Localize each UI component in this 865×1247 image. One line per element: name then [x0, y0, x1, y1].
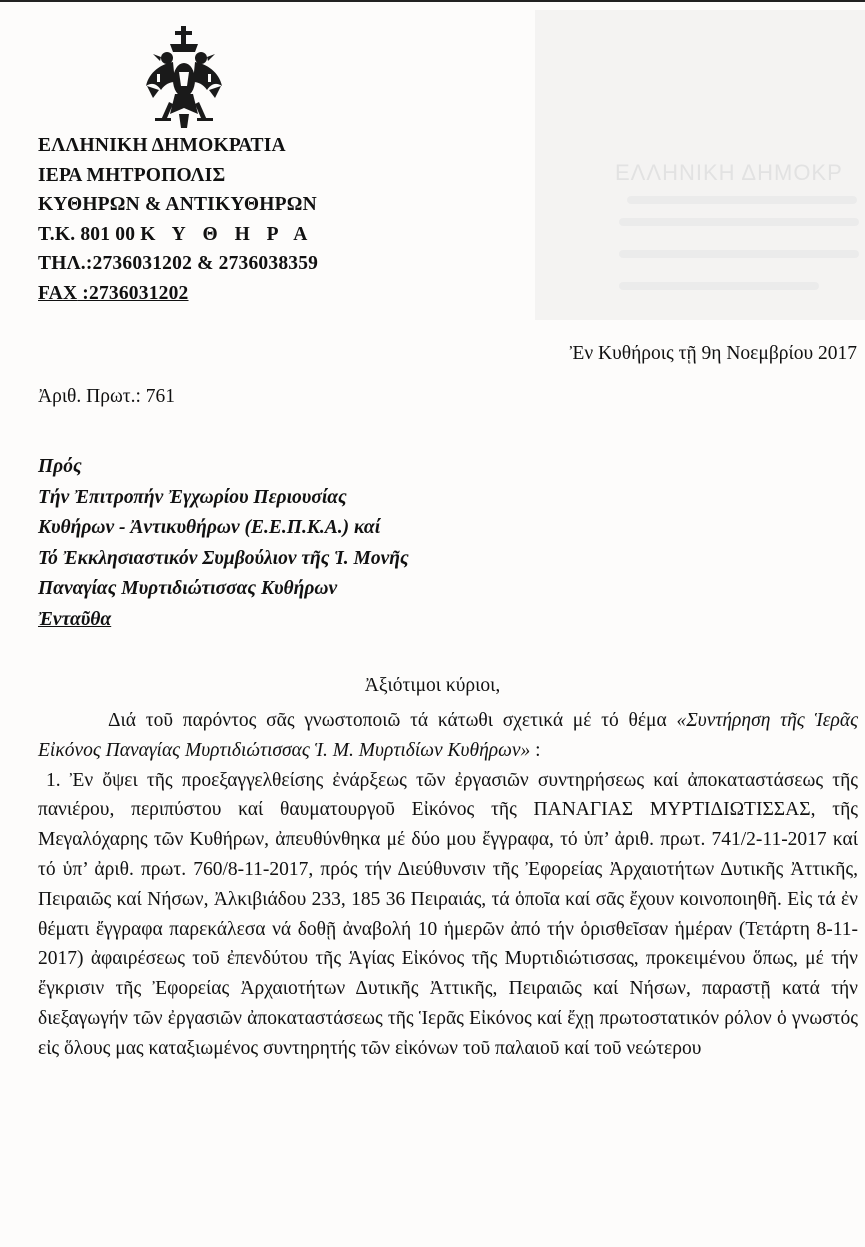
intro-text: Διά τοῦ παρόντος σᾶς γνωστοποιῶ τά κάτωθι σχετικά μέ τό θέμα	[108, 710, 677, 731]
recipient-line-4: Παναγίας Μυρτιδιώτισσας Κυθήρων	[38, 578, 338, 599]
double-headed-eagle-icon	[143, 24, 225, 130]
letter-body	[38, 706, 858, 1064]
letterhead	[38, 131, 318, 308]
salutation: Ἀξιότιμοι κύριοι,	[364, 675, 501, 696]
recipient-line-1: Τήν Ἐπιτροπήν Ἐγχωρίου Περιουσίας	[38, 486, 347, 508]
date-line: Ἐν Κυθήροις τῇ 9η Νοεμβρίου 2017	[569, 343, 857, 364]
city: Κ Υ Θ Η Ρ Α	[140, 223, 314, 245]
intro-paragraph	[38, 706, 858, 766]
reverse-side-bleed-through	[535, 10, 865, 320]
letterhead-metropolis: ΙΕΡΑ ΜΗΤΡΟΠΟΛΙΣ	[38, 164, 226, 186]
recipient-block	[38, 452, 409, 635]
recipient-line-3: Τό Ἐκκλησιαστικόν Συμβούλιον τῆς Ἱ. Μονῆς	[38, 547, 409, 569]
fax-number: :2736031202	[77, 282, 189, 304]
subject-text: «Συντήρηση τῆς Ἱερᾶς Εἰκόνος Παναγίας Μυρτιδιώτισσας Ἱ. Μ. Μυρτιδίων Κυθήρων»	[38, 710, 859, 761]
postcode: Τ.Κ. 801 00	[38, 223, 136, 245]
letterhead-country: ΕΛΛΗΝΙΚΗ ΔΗΜΟΚΡΑΤΙΑ	[38, 135, 286, 156]
letterhead-fax	[38, 279, 318, 309]
paragraph-1: 1. Ἐν ὄψει τῆς προεξαγγελθείσης ἐνάρξεως τῶν ἐργασιῶν συντηρήσεως καί ἀποκαταστάσεως τῆς πανιέρου, περιπύστου καί θαυματουργοῦ Εἰκόνος τῆς ΠΑΝΑΓΙΑΣ ΜΥΡΤΙΔΙΩΤΙΣΣΑΣ, τῆς Μεγαλόχαρης τῶν Κυθήρων, ἀπευθύνθηκα μέ δύο μου ἔγγραφα, τό ὑπ’ ἀριθ. πρωτ. 741/2-11-2017 καί τό ὑπ’ ἀριθ. πρωτ. 760/8-11-2017, πρός τήν Διεύθυνσιν τῆς Ἐφορείας Ἀρχαιοτήτων Δυτικῆς Ἀττικῆς, Πειραιῶς καί Νήσων, Ἀλκιβιάδου 233, 185 36 Πειραιάς, τά ὁποῖα καί σᾶς ἔχουν κοινοποιηθῆ. Εἰς τά ἐν θέματι ἔγγραφα παρεκάλεσα νά δοθῇ ἀναβολή 10 ἡμερῶν ἀπό τήν ὁρισθεῖσαν ἡμέραν (Τετάρτη 8-11-2017) ἀφαιρέσεως τοῦ ἐπενδύτου τῆς Ἁγίας Εἰκόνος τῆς Μυρτιδιώτισσας, προκειμένου ὅπως, μέ τήν ἔγκρισιν τῆς Ἐφορείας Ἀρχαιοτήτων Δυτικῆς Ἀττικῆς, Πειραιῶς καί Νήσων, παραστῇ κατά τήν διεξαγωγήν τῶν ἐργασιῶν ἀποκαταστάσεως τῆς Ἱερᾶς Εἰκόνος καί ἔχῃ πρωτοστατικόν ρόλον ὁ γνωστός εἰς ὅλους μας καταξιωμένος συντηρητής τῶν εἰκόνων τοῦ παλαιοῦ καί τοῦ νεώτερου	[38, 769, 858, 1059]
recipient-line-5: Ἐνταῦθα	[38, 608, 112, 630]
bleed-through-text: ΕΛΛΗΝΙΚΗ ΔΗΜΟΚΡ	[615, 160, 843, 185]
fax-label: FAX	[38, 282, 78, 304]
letterhead-phone: ΤΗΛ.:2736031202 & 2736038359	[38, 253, 319, 274]
intro-end: :	[530, 739, 541, 761]
letterhead-diocese: ΚΥΘΗΡΩΝ & ΑΝΤΙΚΥΘΗΡΩΝ	[38, 194, 317, 215]
protocol-number: Ἀριθ. Πρωτ.: 761	[38, 386, 176, 407]
letterhead-address	[38, 220, 318, 250]
recipient-to: Πρός	[38, 456, 82, 477]
recipient-line-2: Κυθήρων - Ἀντικυθήρων (Ε.Ε.Π.Κ.Α.) καί	[38, 517, 381, 538]
